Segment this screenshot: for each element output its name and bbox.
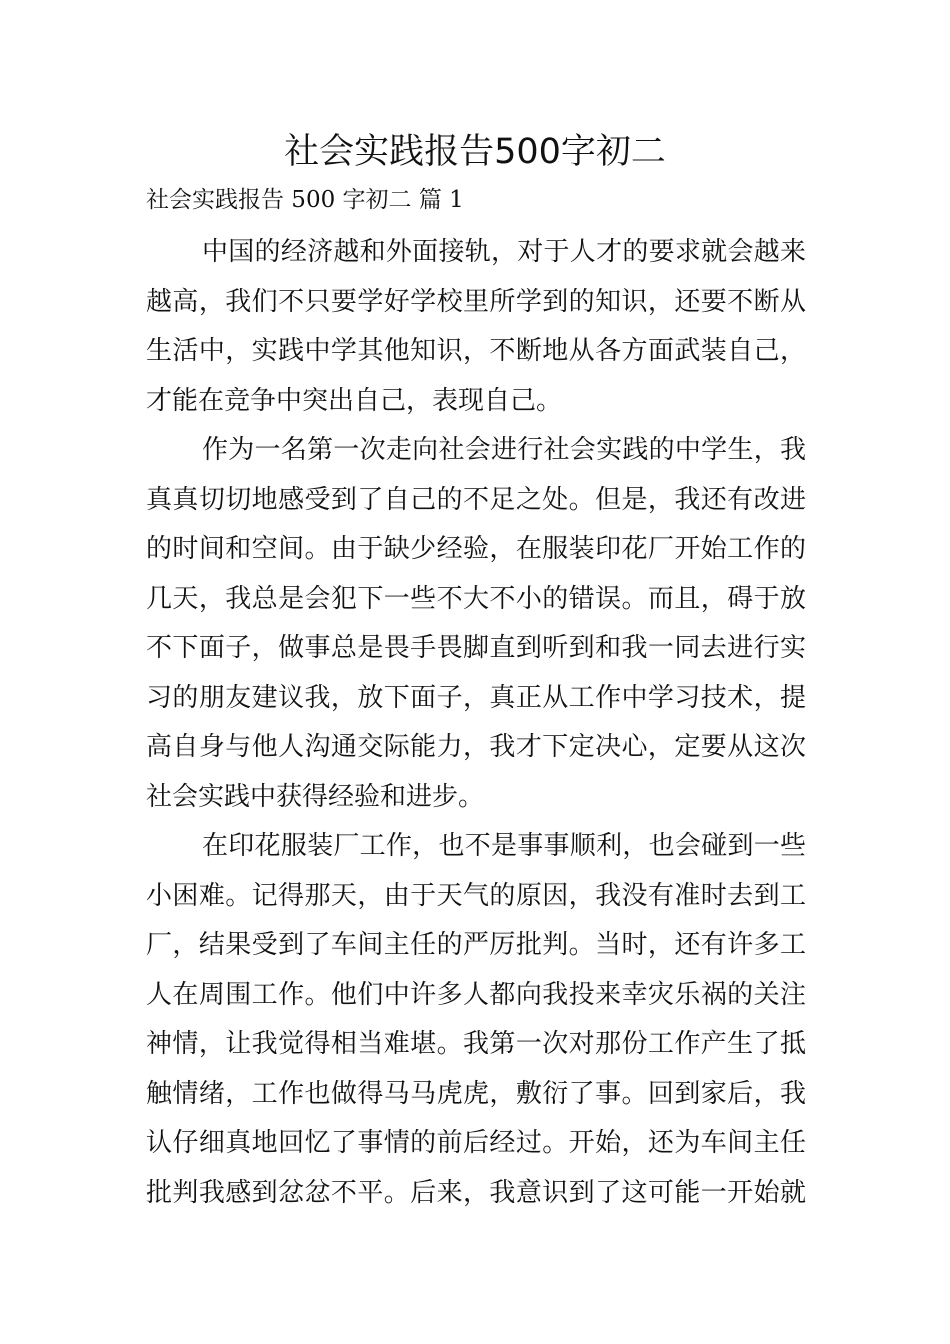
text-line: 高自身与他人沟通交际能力，我才下定决心，定要从这次: [146, 732, 806, 762]
text-line: 中国的经济越和外面接轨，对于人才的要求就会越来: [202, 237, 806, 267]
text-line: 作为一名第一次走向社会进行社会实践的中学生，我: [202, 435, 806, 465]
text-line: 批判我感到忿忿不平。后来，我意识到了这可能一开始就: [146, 1177, 806, 1208]
document-body: [146, 228, 806, 1218]
text-line: 不下面子，做事总是畏手畏脚直到听到和我一同去进行实: [146, 633, 806, 663]
paragraph-1: [146, 228, 806, 426]
document-title: 社会实践报告500字初二: [284, 132, 666, 172]
text-line: 才能在竞争中突出自己，表现自己。: [146, 385, 563, 416]
text-line: 厂，结果受到了车间主任的严厉批判。当时，还有许多工: [146, 930, 806, 960]
text-line: 神情，让我觉得相当难堪。我第一次对那份工作产生了抵: [146, 1029, 806, 1059]
paragraph-3: [146, 822, 806, 1218]
text-line: 几天，我总是会犯下一些不大不小的错误。而且，碍于放: [146, 583, 806, 614]
text-line: 越高，我们不只要学好学校里所学到的知识，还要不断从: [146, 286, 806, 317]
text-line: 的时间和空间。由于缺少经验，在服装印花厂开始工作的: [146, 534, 806, 564]
text-line: 小困难。记得那天，由于天气的原因，我没有准时去到工: [146, 880, 806, 911]
text-line: 社会实践中获得经验和进步。: [146, 781, 485, 812]
text-line: 习的朋友建议我，放下面子，真正从工作中学习技术，提: [146, 682, 806, 713]
text-line: 认仔细真地回忆了事情的前后经过。开始，还为车间主任: [146, 1128, 806, 1158]
text-line: 在印花服装厂工作，也不是事事顺利，也会碰到一些: [202, 831, 806, 861]
text-line: 生活中，实践中学其他知识，不断地从各方面武装自己，: [146, 336, 806, 366]
text-line: 真真切切地感受到了自己的不足之处。但是，我还有改进: [146, 484, 806, 515]
paragraph-2: [146, 426, 806, 822]
text-line: 人在周围工作。他们中许多人都向我投来幸灾乐祸的关注: [146, 979, 806, 1010]
text-line: 触情绪，工作也做得马马虎虎，敷衍了事。回到家后，我: [146, 1078, 806, 1109]
section-heading: 社会实践报告 500 字初二 篇 1: [146, 187, 464, 213]
